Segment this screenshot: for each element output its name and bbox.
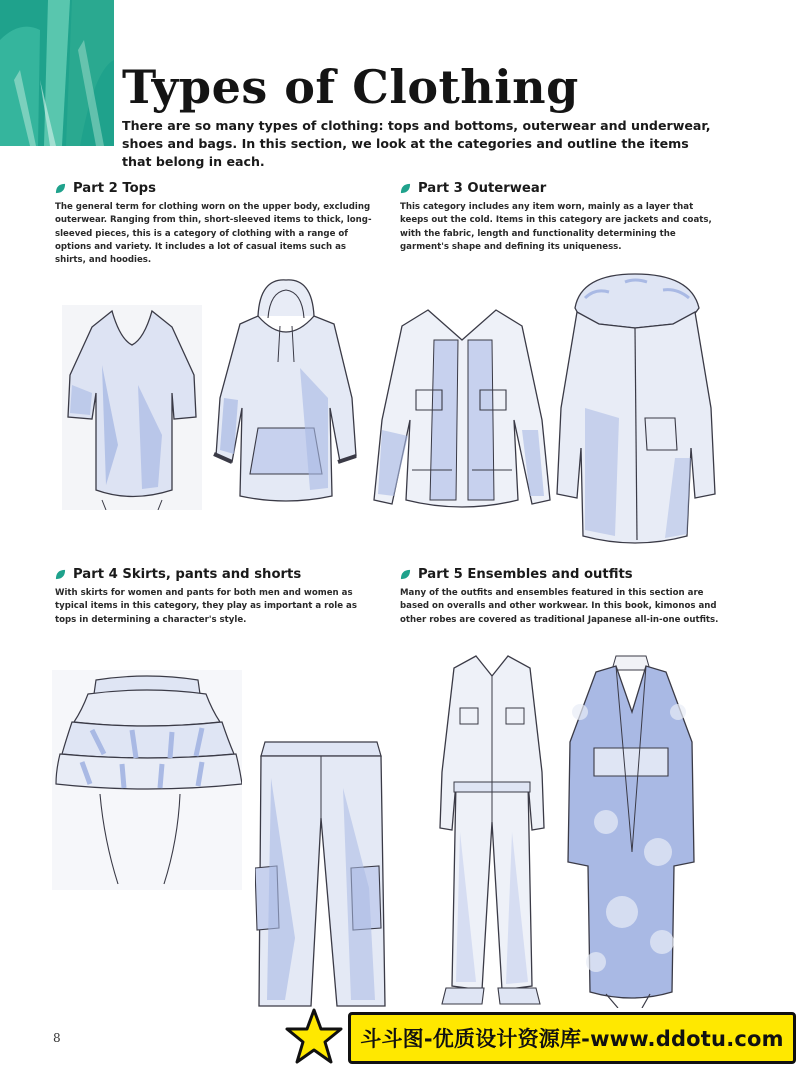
page-intro: There are so many types of clothing: tops and bottoms, outerwear and underwear, shoes and bags. In this section, we look at the categories and outline the items that belong in each. (122, 118, 711, 169)
leaf-bullet-icon (55, 569, 66, 580)
tiered-skirt-illustration (52, 670, 242, 890)
page-title: Types of Clothing (122, 60, 579, 114)
section-heading: Part 3 Outerwear (418, 181, 547, 196)
leaf-bullet-icon (55, 183, 66, 194)
leaf-bullet-icon (400, 183, 411, 194)
coverall-illustration (432, 652, 552, 1008)
section-skirts-pants (55, 567, 375, 627)
kimono-illustration (566, 652, 696, 1008)
cargo-pants-illustration (255, 738, 387, 1010)
section-heading: Part 4 Skirts, pants and shorts (73, 567, 302, 582)
leaf-bullet-icon (400, 569, 411, 580)
watermark-banner: 斗斗图-优质设计资源库-www.ddotu.com (348, 1012, 796, 1064)
section-body: This category includes any item worn, mainly as a layer that keeps out the cold. Items in this category are jackets and coats, with the fabric, length and functionality determining the garment's shape and defining its uniqueness. (400, 202, 712, 252)
jacket-illustration (372, 300, 552, 520)
tshirt-illustration (62, 305, 202, 510)
hoodie-illustration (210, 278, 360, 508)
corner-artwork (0, 0, 114, 146)
section-outerwear (400, 181, 722, 254)
section-tops (55, 181, 375, 267)
section-ensembles (400, 567, 722, 627)
star-icon (284, 1008, 344, 1066)
section-body: The general term for clothing worn on the upper body, excluding outerwear. Ranging from thin, short-sleeved items to thick, long-sleeved pieces, this is a category of clothing with a range of options and variety. It includes a lot of casual items such as shirts, and hoodies. (55, 202, 372, 266)
section-body: Many of the outfits and ensembles featured in this section are based on overalls and other workwear. In this book, kimonos and other robes are covered as traditional Japanese all-in-one outfits. (400, 588, 719, 625)
section-heading: Part 2 Tops (73, 181, 156, 196)
parka-illustration (555, 268, 717, 550)
page-number: 8 (53, 1031, 61, 1045)
section-heading: Part 5 Ensembles and outfits (418, 567, 633, 582)
section-body: With skirts for women and pants for both men and women as typical items in this category, they play as important a role as tops in determining a character's style. (55, 588, 357, 625)
